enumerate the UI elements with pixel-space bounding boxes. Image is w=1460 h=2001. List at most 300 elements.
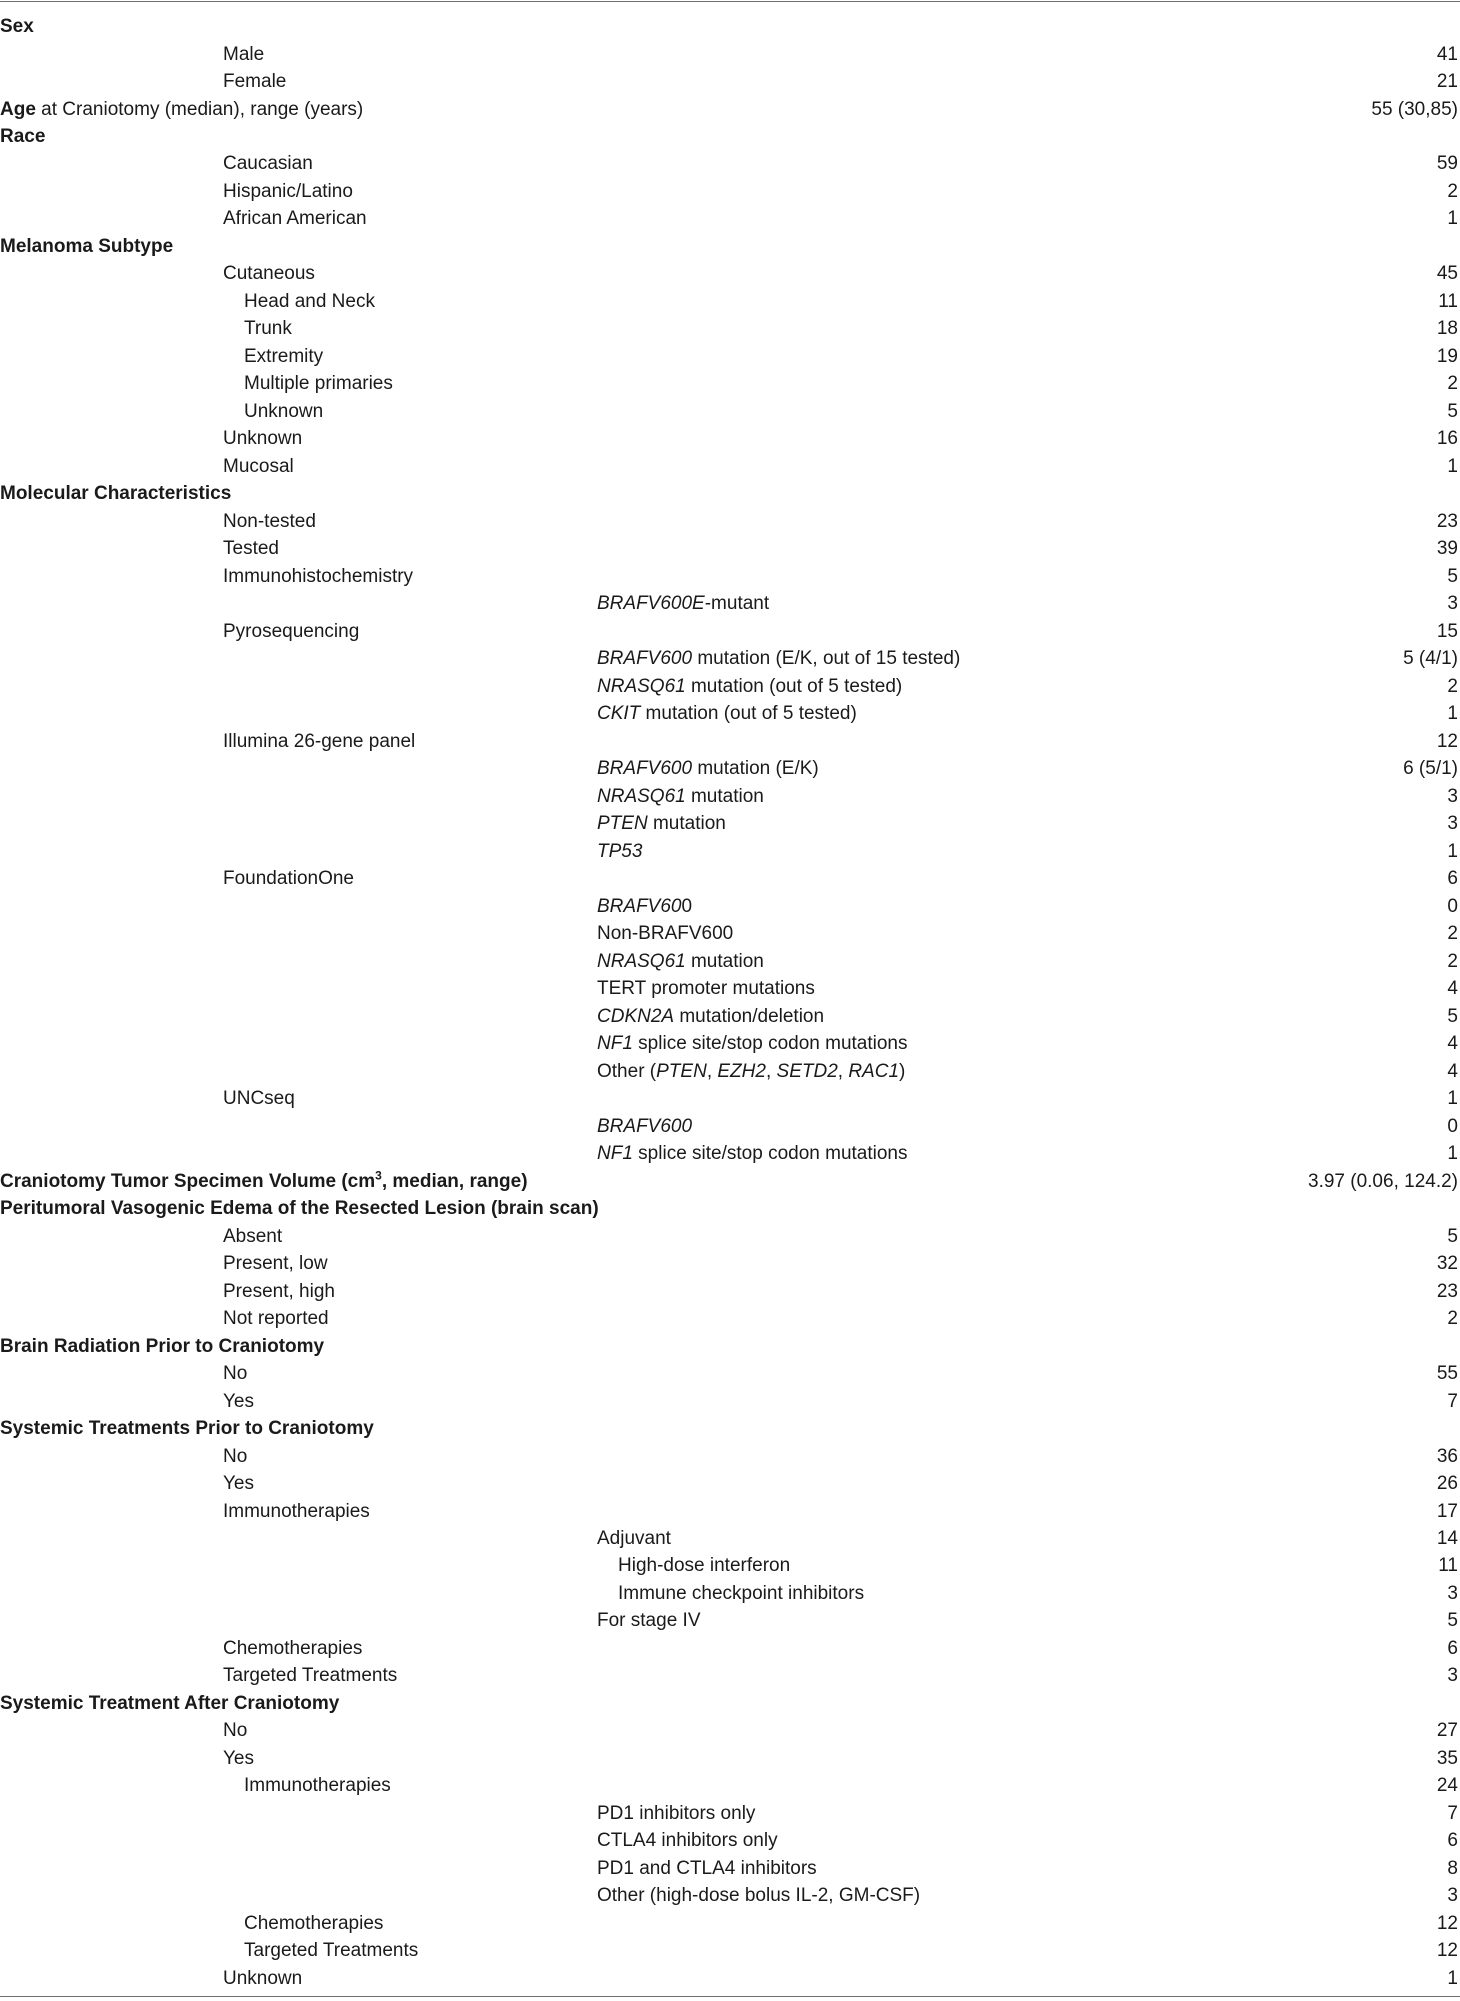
label-text: Craniotomy Tumor Specimen Volume (cm xyxy=(0,1170,376,1192)
table-row xyxy=(0,288,1460,315)
row-label xyxy=(597,673,902,700)
row-label xyxy=(597,1140,908,1167)
row-value: 3.97 (0.06, 124.2) xyxy=(1308,1170,1458,1192)
label-text: FoundationOne xyxy=(223,868,354,890)
label-text: Adjuvant xyxy=(597,1527,671,1549)
row-value: 2 xyxy=(1447,675,1458,697)
table-row xyxy=(0,535,1460,562)
table-row xyxy=(0,590,1460,617)
label-text: -mutant xyxy=(704,593,770,615)
row-value: 15 xyxy=(1436,620,1458,642)
table-row xyxy=(0,1250,1460,1277)
row-value: 12 xyxy=(1436,1940,1458,1962)
row-value: 26 xyxy=(1436,1473,1458,1494)
row-value: 3 xyxy=(1447,1582,1458,1604)
row-value: 5 (4/1) xyxy=(1403,648,1458,670)
row-value: 35 xyxy=(1436,1747,1458,1769)
label-text: PTEN xyxy=(597,813,648,835)
row-label xyxy=(223,41,264,68)
row-value: 0 xyxy=(1447,895,1458,917)
table-row xyxy=(0,920,1460,947)
label-text: Chemotherapies xyxy=(244,1912,384,1934)
label-text: TERT promoter mutations xyxy=(597,978,815,1000)
label-text: No xyxy=(223,1720,248,1742)
row-label xyxy=(223,535,279,562)
row-value: 2 xyxy=(1447,923,1458,945)
row-label xyxy=(223,150,313,177)
row-label xyxy=(618,1552,790,1579)
section-heading xyxy=(0,13,34,40)
label-text: UNCseq xyxy=(223,1088,295,1110)
row-label xyxy=(618,1580,864,1607)
row-label xyxy=(223,453,294,480)
label-text: Extremity xyxy=(244,345,324,367)
table-row xyxy=(0,1607,1460,1634)
label-text: NRASQ61 xyxy=(597,675,686,697)
table-row xyxy=(0,700,1460,727)
table-row xyxy=(0,1030,1460,1057)
label-text: mutation/deletion xyxy=(674,1005,825,1027)
row-value: 45 xyxy=(1436,263,1458,285)
table-row xyxy=(0,41,1460,68)
row-value: 2 xyxy=(1447,180,1458,202)
table-row xyxy=(0,68,1460,95)
table-row xyxy=(0,810,1460,837)
label-text: , xyxy=(765,1060,777,1082)
row-label xyxy=(244,1910,383,1937)
row-value: 17 xyxy=(1436,1500,1458,1522)
table-row xyxy=(0,1965,1460,1992)
label-text: mutation xyxy=(685,950,764,972)
table-row xyxy=(0,1085,1460,1112)
label-text: Melanoma Subtype xyxy=(0,235,174,257)
table-row xyxy=(0,1470,1460,1497)
label-text: Non-tested xyxy=(223,510,316,532)
table-row xyxy=(0,865,1460,892)
row-label xyxy=(223,1498,370,1525)
table-row xyxy=(0,838,1460,865)
table-row xyxy=(0,1635,1460,1662)
label-text: NF1 xyxy=(597,1143,633,1165)
row-value: 32 xyxy=(1436,1253,1458,1274)
row-value: 0 xyxy=(1447,1115,1458,1137)
row-value: 1 xyxy=(1447,840,1458,862)
row-label xyxy=(597,1113,692,1140)
row-label xyxy=(597,1607,701,1634)
label-text: Immunohistochemistry xyxy=(223,565,414,587)
row-value: 3 xyxy=(1447,1885,1458,1907)
row-value: 19 xyxy=(1436,345,1458,367)
row-label xyxy=(597,920,733,947)
label-text: ) xyxy=(899,1060,906,1082)
table-row xyxy=(0,755,1460,782)
row-label xyxy=(223,1278,335,1305)
table-row xyxy=(0,1717,1460,1744)
table-row xyxy=(0,178,1460,205)
label-text: CTLA4 inhibitors only xyxy=(597,1830,778,1852)
section-row xyxy=(0,1690,1460,1717)
table-row xyxy=(0,1855,1460,1882)
row-value: 1 xyxy=(1447,1088,1458,1110)
label-text: Age xyxy=(0,98,36,120)
section-heading xyxy=(0,1195,599,1222)
label-text: Race xyxy=(0,126,46,147)
label-text: BRAFV600 xyxy=(597,648,693,670)
section-row xyxy=(0,123,1460,150)
section-heading xyxy=(0,123,45,150)
label-text: , xyxy=(706,1060,718,1082)
row-label xyxy=(597,755,819,782)
row-label xyxy=(244,1772,391,1799)
table-row xyxy=(0,398,1460,425)
label-text: PD1 inhibitors only xyxy=(597,1802,756,1824)
label-text: Female xyxy=(223,71,287,92)
table-row xyxy=(0,1113,1460,1140)
row-value: 14 xyxy=(1436,1527,1458,1549)
row-label xyxy=(597,1525,671,1552)
row-value: 1 xyxy=(1447,1967,1458,1989)
label-text: PD1 and CTLA4 inhibitors xyxy=(597,1857,817,1879)
label-text: , xyxy=(837,1060,849,1082)
table-row xyxy=(0,1937,1460,1964)
row-label xyxy=(223,1360,247,1387)
row-label xyxy=(244,398,323,425)
top-rule xyxy=(0,1,1460,2)
label-text: Immunotherapies xyxy=(223,1500,370,1522)
label-text: splice site/stop codon mutations xyxy=(632,1033,908,1055)
row-value: 4 xyxy=(1447,1033,1458,1055)
row-label xyxy=(597,810,726,837)
row-value: 18 xyxy=(1436,318,1458,340)
row-value: 5 xyxy=(1447,1610,1458,1632)
row-value: 6 xyxy=(1447,1830,1458,1852)
row-label xyxy=(597,838,642,865)
table-row xyxy=(0,1525,1460,1552)
label-text: Multiple primaries xyxy=(244,373,393,395)
row-label xyxy=(223,1965,302,1992)
label-text: Hispanic/Latino xyxy=(223,180,353,202)
row-label xyxy=(223,1085,295,1112)
row-value: 3 xyxy=(1447,593,1458,615)
label-text: CDKN2A xyxy=(597,1005,675,1027)
label-text: mutation xyxy=(647,813,726,835)
label-text: Present, low xyxy=(223,1253,328,1274)
row-value: 55 (30,85) xyxy=(1371,98,1458,120)
label-text: Other (high-dose bolus IL-2, GM-CSF) xyxy=(597,1885,921,1907)
row-label xyxy=(223,1662,397,1689)
table-row xyxy=(0,1827,1460,1854)
row-label xyxy=(223,618,359,645)
section-heading xyxy=(0,1415,374,1442)
label-text: Unknown xyxy=(223,1967,303,1989)
row-label xyxy=(244,288,375,315)
row-label xyxy=(223,178,353,205)
table-row xyxy=(0,1058,1460,1085)
table-row xyxy=(0,260,1460,287)
label-text: Head and Neck xyxy=(244,290,375,312)
section-row xyxy=(0,1333,1460,1360)
row-label xyxy=(223,508,316,535)
section-heading xyxy=(0,1690,339,1717)
table-row xyxy=(0,673,1460,700)
label-text: Illumina 26-gene panel xyxy=(223,730,416,752)
row-value: 6 xyxy=(1447,1637,1458,1659)
row-value: 12 xyxy=(1436,1912,1458,1934)
label-text: Caucasian xyxy=(223,153,313,175)
row-value: 4 xyxy=(1447,1060,1458,1082)
row-value: 3 xyxy=(1447,1665,1458,1687)
row-value: 39 xyxy=(1436,538,1458,560)
table-row xyxy=(0,1882,1460,1909)
table-row xyxy=(0,783,1460,810)
section-row xyxy=(0,1415,1460,1442)
label-text: BRAFV600 xyxy=(597,758,693,780)
table-row xyxy=(0,975,1460,1002)
label-text: Not reported xyxy=(223,1308,329,1329)
section-row xyxy=(0,1168,1460,1195)
table-row xyxy=(0,508,1460,535)
row-value: 6 (5/1) xyxy=(1403,758,1458,780)
row-label xyxy=(223,1223,282,1250)
table-row xyxy=(0,1498,1460,1525)
row-label xyxy=(597,1827,778,1854)
label-text: mutation (out of 5 tested) xyxy=(685,675,903,697)
label-text: 3 xyxy=(375,1168,382,1183)
label-text: mutation xyxy=(685,785,764,807)
label-text: No xyxy=(223,1363,248,1384)
label-text: Sex xyxy=(0,16,34,37)
section-heading xyxy=(0,1333,324,1360)
label-text: Brain Radiation Prior to Craniotomy xyxy=(0,1335,325,1357)
row-label xyxy=(597,1030,908,1057)
row-label xyxy=(223,1470,254,1497)
row-label xyxy=(223,1717,247,1744)
row-label xyxy=(597,700,857,727)
row-value: 1 xyxy=(1447,455,1458,477)
label-text: Male xyxy=(223,43,265,65)
label-text: BRAFV600E xyxy=(597,593,705,615)
table-row xyxy=(0,728,1460,755)
label-text: SETD2 xyxy=(776,1060,838,1082)
label-text: BRAFV600 xyxy=(597,1115,693,1137)
section-heading xyxy=(0,1168,528,1195)
row-label xyxy=(223,1635,362,1662)
row-value: 7 xyxy=(1447,1390,1458,1412)
row-value: 12 xyxy=(1436,730,1458,752)
label-text: For stage IV xyxy=(597,1610,701,1632)
row-value: 4 xyxy=(1447,978,1458,1000)
label-text: Cutaneous xyxy=(223,263,315,285)
row-value: 7 xyxy=(1447,1802,1458,1824)
row-label xyxy=(597,1855,817,1882)
section-heading xyxy=(0,233,173,260)
row-value: 41 xyxy=(1436,43,1458,65)
label-text: BRAFV60 xyxy=(597,895,682,917)
table-row xyxy=(0,1278,1460,1305)
row-value: 3 xyxy=(1447,813,1458,835)
label-text: Targeted Treatments xyxy=(223,1665,398,1687)
table-row xyxy=(0,370,1460,397)
table-row xyxy=(0,1662,1460,1689)
row-value: 23 xyxy=(1436,1280,1458,1302)
row-label xyxy=(223,260,315,287)
label-text: Pyrosequencing xyxy=(223,620,360,642)
section-row xyxy=(0,233,1460,260)
table-row xyxy=(0,1800,1460,1827)
table-row xyxy=(0,1003,1460,1030)
row-label xyxy=(223,1305,329,1332)
table-row xyxy=(0,315,1460,342)
label-text: splice site/stop codon mutations xyxy=(632,1143,908,1165)
row-label xyxy=(597,1800,755,1827)
label-text: Mucosal xyxy=(223,455,294,477)
section-heading xyxy=(0,480,231,507)
label-text: No xyxy=(223,1445,248,1467)
label-text: Immunotherapies xyxy=(244,1775,391,1797)
label-text: TP53 xyxy=(597,840,643,862)
label-text: NRASQ61 xyxy=(597,950,686,972)
row-label xyxy=(597,948,764,975)
row-label xyxy=(223,1745,254,1772)
row-value: 5 xyxy=(1447,400,1458,422)
table-row xyxy=(0,425,1460,452)
label-text: African American xyxy=(223,208,367,230)
label-text: Molecular Characteristics xyxy=(0,483,232,505)
section-row xyxy=(0,13,1460,40)
table-row xyxy=(0,1388,1460,1415)
row-label xyxy=(597,783,764,810)
table-row xyxy=(0,1140,1460,1167)
bottom-rule xyxy=(0,1996,1460,1997)
row-value: 8 xyxy=(1447,1857,1458,1879)
label-text: Unknown xyxy=(223,428,303,450)
table-row xyxy=(0,1360,1460,1387)
table-row xyxy=(0,150,1460,177)
row-value: 55 xyxy=(1436,1363,1458,1384)
row-label xyxy=(223,1443,247,1470)
row-value: 3 xyxy=(1447,785,1458,807)
row-value: 16 xyxy=(1436,428,1458,450)
section-row xyxy=(0,480,1460,507)
row-label xyxy=(223,728,415,755)
table-row xyxy=(0,1910,1460,1937)
table-row xyxy=(0,1443,1460,1470)
row-value: 1 xyxy=(1447,1143,1458,1165)
row-value: 24 xyxy=(1436,1775,1458,1797)
label-text: 0 xyxy=(681,895,693,917)
label-text: Peritumoral Vasogenic Edema of the Resected Lesion (brain scan) xyxy=(0,1198,599,1220)
row-label xyxy=(244,370,393,397)
table-row xyxy=(0,1772,1460,1799)
row-value: 27 xyxy=(1436,1720,1458,1742)
table-row xyxy=(0,645,1460,672)
row-label xyxy=(223,1388,254,1415)
row-value: 5 xyxy=(1447,1225,1458,1247)
table-row xyxy=(0,1223,1460,1250)
label-text: Present, high xyxy=(223,1280,335,1302)
label-text: Yes xyxy=(223,1747,254,1769)
row-value: 6 xyxy=(1447,868,1458,890)
table-row xyxy=(0,1305,1460,1332)
row-label xyxy=(597,1058,905,1085)
row-label xyxy=(244,1937,418,1964)
row-label xyxy=(244,315,292,342)
label-text: Systemic Treatments Prior to Craniotomy xyxy=(0,1418,374,1439)
label-text: RAC1 xyxy=(848,1060,900,1082)
label-text: Yes xyxy=(223,1473,254,1494)
row-label xyxy=(597,1882,920,1909)
label-text: High-dose interferon xyxy=(618,1555,791,1577)
label-text: mutation (E/K, out of 15 tested) xyxy=(692,648,961,670)
label-text: at Craniotomy (median), range (years) xyxy=(35,98,364,120)
section-row xyxy=(0,96,1460,123)
label-text: Targeted Treatments xyxy=(244,1940,419,1962)
row-label xyxy=(597,893,692,920)
row-label xyxy=(244,343,323,370)
row-label xyxy=(597,645,960,672)
table-row xyxy=(0,1745,1460,1772)
label-text: Chemotherapies xyxy=(223,1637,363,1659)
label-text: EZH2 xyxy=(717,1060,766,1082)
label-text: Yes xyxy=(223,1390,254,1412)
table-row xyxy=(0,205,1460,232)
table-row xyxy=(0,1552,1460,1579)
row-value: 5 xyxy=(1447,565,1458,587)
row-label xyxy=(223,563,413,590)
table-row xyxy=(0,563,1460,590)
table-row xyxy=(0,453,1460,480)
row-label xyxy=(223,425,302,452)
label-text: Immune checkpoint inhibitors xyxy=(618,1582,865,1604)
label-text: Other ( xyxy=(597,1060,657,1082)
row-label xyxy=(597,975,815,1002)
row-value: 2 xyxy=(1447,950,1458,972)
label-text: NRASQ61 xyxy=(597,785,686,807)
section-row xyxy=(0,1195,1460,1222)
row-label xyxy=(223,1250,328,1277)
label-text: PTEN xyxy=(656,1060,707,1082)
section-heading xyxy=(0,96,363,123)
label-text: Unknown xyxy=(244,400,324,422)
row-value: 1 xyxy=(1447,703,1458,725)
label-text: NF1 xyxy=(597,1033,633,1055)
label-text: Tested xyxy=(223,538,279,560)
table-row xyxy=(0,618,1460,645)
row-label xyxy=(223,865,354,892)
label-text: , median, range) xyxy=(381,1170,528,1192)
label-text: Systemic Treatment After Craniotomy xyxy=(0,1692,340,1714)
row-label xyxy=(223,205,367,232)
label-text: mutation (out of 5 tested) xyxy=(640,703,857,725)
row-value: 5 xyxy=(1447,1005,1458,1027)
row-label xyxy=(597,1003,824,1030)
row-value: 59 xyxy=(1436,153,1458,175)
table-row xyxy=(0,893,1460,920)
label-text: Non-BRAFV600 xyxy=(597,923,734,945)
label-text: mutation (E/K) xyxy=(692,758,819,780)
row-value: 11 xyxy=(1438,290,1458,312)
table-row xyxy=(0,1580,1460,1607)
label-text: Trunk xyxy=(244,318,292,340)
row-value: 2 xyxy=(1447,1308,1458,1329)
row-value: 36 xyxy=(1436,1445,1458,1467)
row-value: 2 xyxy=(1447,373,1458,395)
table-row xyxy=(0,948,1460,975)
row-value: 21 xyxy=(1436,71,1458,92)
row-value: 23 xyxy=(1436,510,1458,532)
row-label xyxy=(223,68,286,95)
row-value: 11 xyxy=(1438,1555,1458,1577)
